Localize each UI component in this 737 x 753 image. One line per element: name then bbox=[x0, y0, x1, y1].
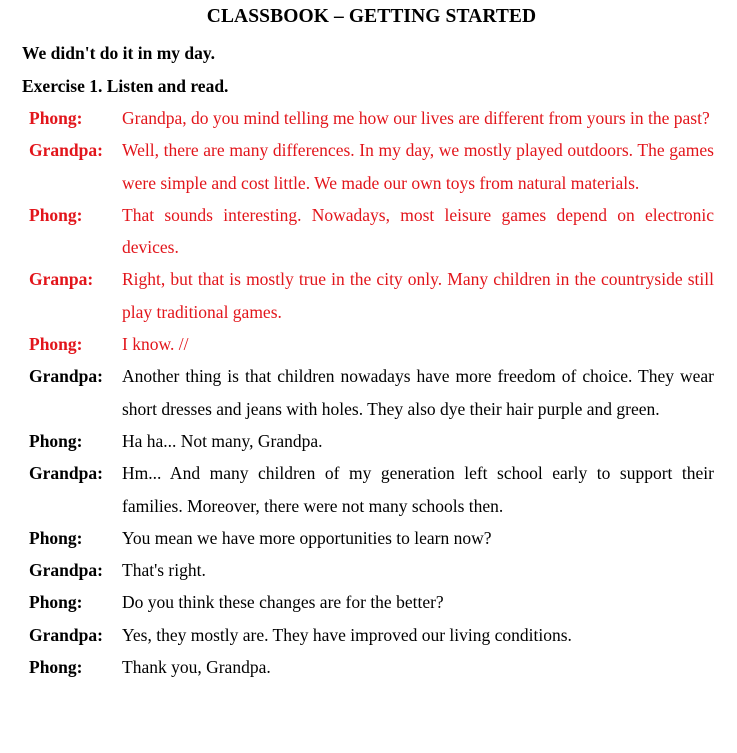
speaker-name: Phong: bbox=[29, 334, 83, 355]
speaker-name: Phong: bbox=[29, 657, 83, 678]
dialogue-turn bbox=[29, 199, 714, 264]
dialogue-turn bbox=[29, 554, 714, 586]
speaker-name: Phong: bbox=[29, 430, 83, 451]
document-title: CLASSBOOK – GETTING STARTED bbox=[206, 6, 537, 27]
speaker-name: Grandpa: bbox=[29, 366, 103, 387]
dialogue-turn bbox=[29, 457, 714, 522]
dialogue-turn bbox=[29, 360, 714, 425]
speaker-name: Grandpa: bbox=[29, 624, 103, 645]
dialogue-turn bbox=[29, 263, 714, 328]
dialogue-turn bbox=[29, 651, 714, 683]
dialogue-turn bbox=[29, 328, 714, 360]
dialogue-line: Do you think these changes are for the better? bbox=[122, 592, 444, 613]
dialogue-line: That's right. bbox=[122, 560, 206, 581]
dialogue-line: Right, but that is mostly true in the city only. Many children in the countryside still play traditional games. bbox=[122, 269, 714, 322]
dialogue bbox=[29, 102, 714, 683]
dialogue-turn bbox=[29, 522, 714, 554]
dialogue-line: I know. // bbox=[122, 334, 189, 355]
speaker-name: Phong: bbox=[29, 108, 83, 128]
dialogue-turn bbox=[29, 102, 714, 134]
dialogue-line: Another thing is that children nowadays have more freedom of choice. They wear short dresses and jeans with holes. They also dye their hair purple and green. bbox=[122, 366, 714, 419]
speaker-name: Grandpa: bbox=[29, 560, 103, 581]
dialogue-line: Hm... And many children of my generation left school early to support their families. Moreover, there were not many schools then. bbox=[122, 463, 714, 516]
speaker-name: Phong: bbox=[29, 204, 83, 225]
dialogue-line: You mean we have more opportunities to learn now? bbox=[122, 527, 492, 548]
speaker-name: Phong: bbox=[29, 527, 83, 548]
speaker-name: Grandpa: bbox=[29, 140, 103, 161]
dialogue-turn bbox=[29, 134, 714, 199]
speaker-name: Phong: bbox=[29, 592, 83, 613]
dialogue-line: Thank you, Grandpa. bbox=[122, 657, 271, 678]
dialogue-turn bbox=[29, 619, 714, 651]
dialogue-turn bbox=[29, 586, 714, 618]
exercise-heading: Exercise 1. Listen and read. bbox=[22, 76, 229, 96]
dialogue-line: Grandpa, do you mind telling me how our lives are different from yours in the past? bbox=[122, 108, 710, 128]
lesson-subtitle: We didn't do it in my day. bbox=[22, 43, 216, 63]
dialogue-line: That sounds interesting. Nowadays, most leisure games depend on electronic devices. bbox=[122, 204, 714, 258]
dialogue-line: Ha ha... Not many, Grandpa. bbox=[122, 430, 323, 451]
speaker-name: Granpa: bbox=[29, 269, 94, 290]
dialogue-line: Yes, they mostly are. They have improved our living conditions. bbox=[122, 624, 572, 645]
dialogue-turn bbox=[29, 425, 714, 457]
speaker-name: Grandpa: bbox=[29, 463, 103, 484]
dialogue-line: Well, there are many differences. In my day, we mostly played outdoors. The games were simple and cost little. We made our own toys from natural materials. bbox=[122, 140, 714, 193]
